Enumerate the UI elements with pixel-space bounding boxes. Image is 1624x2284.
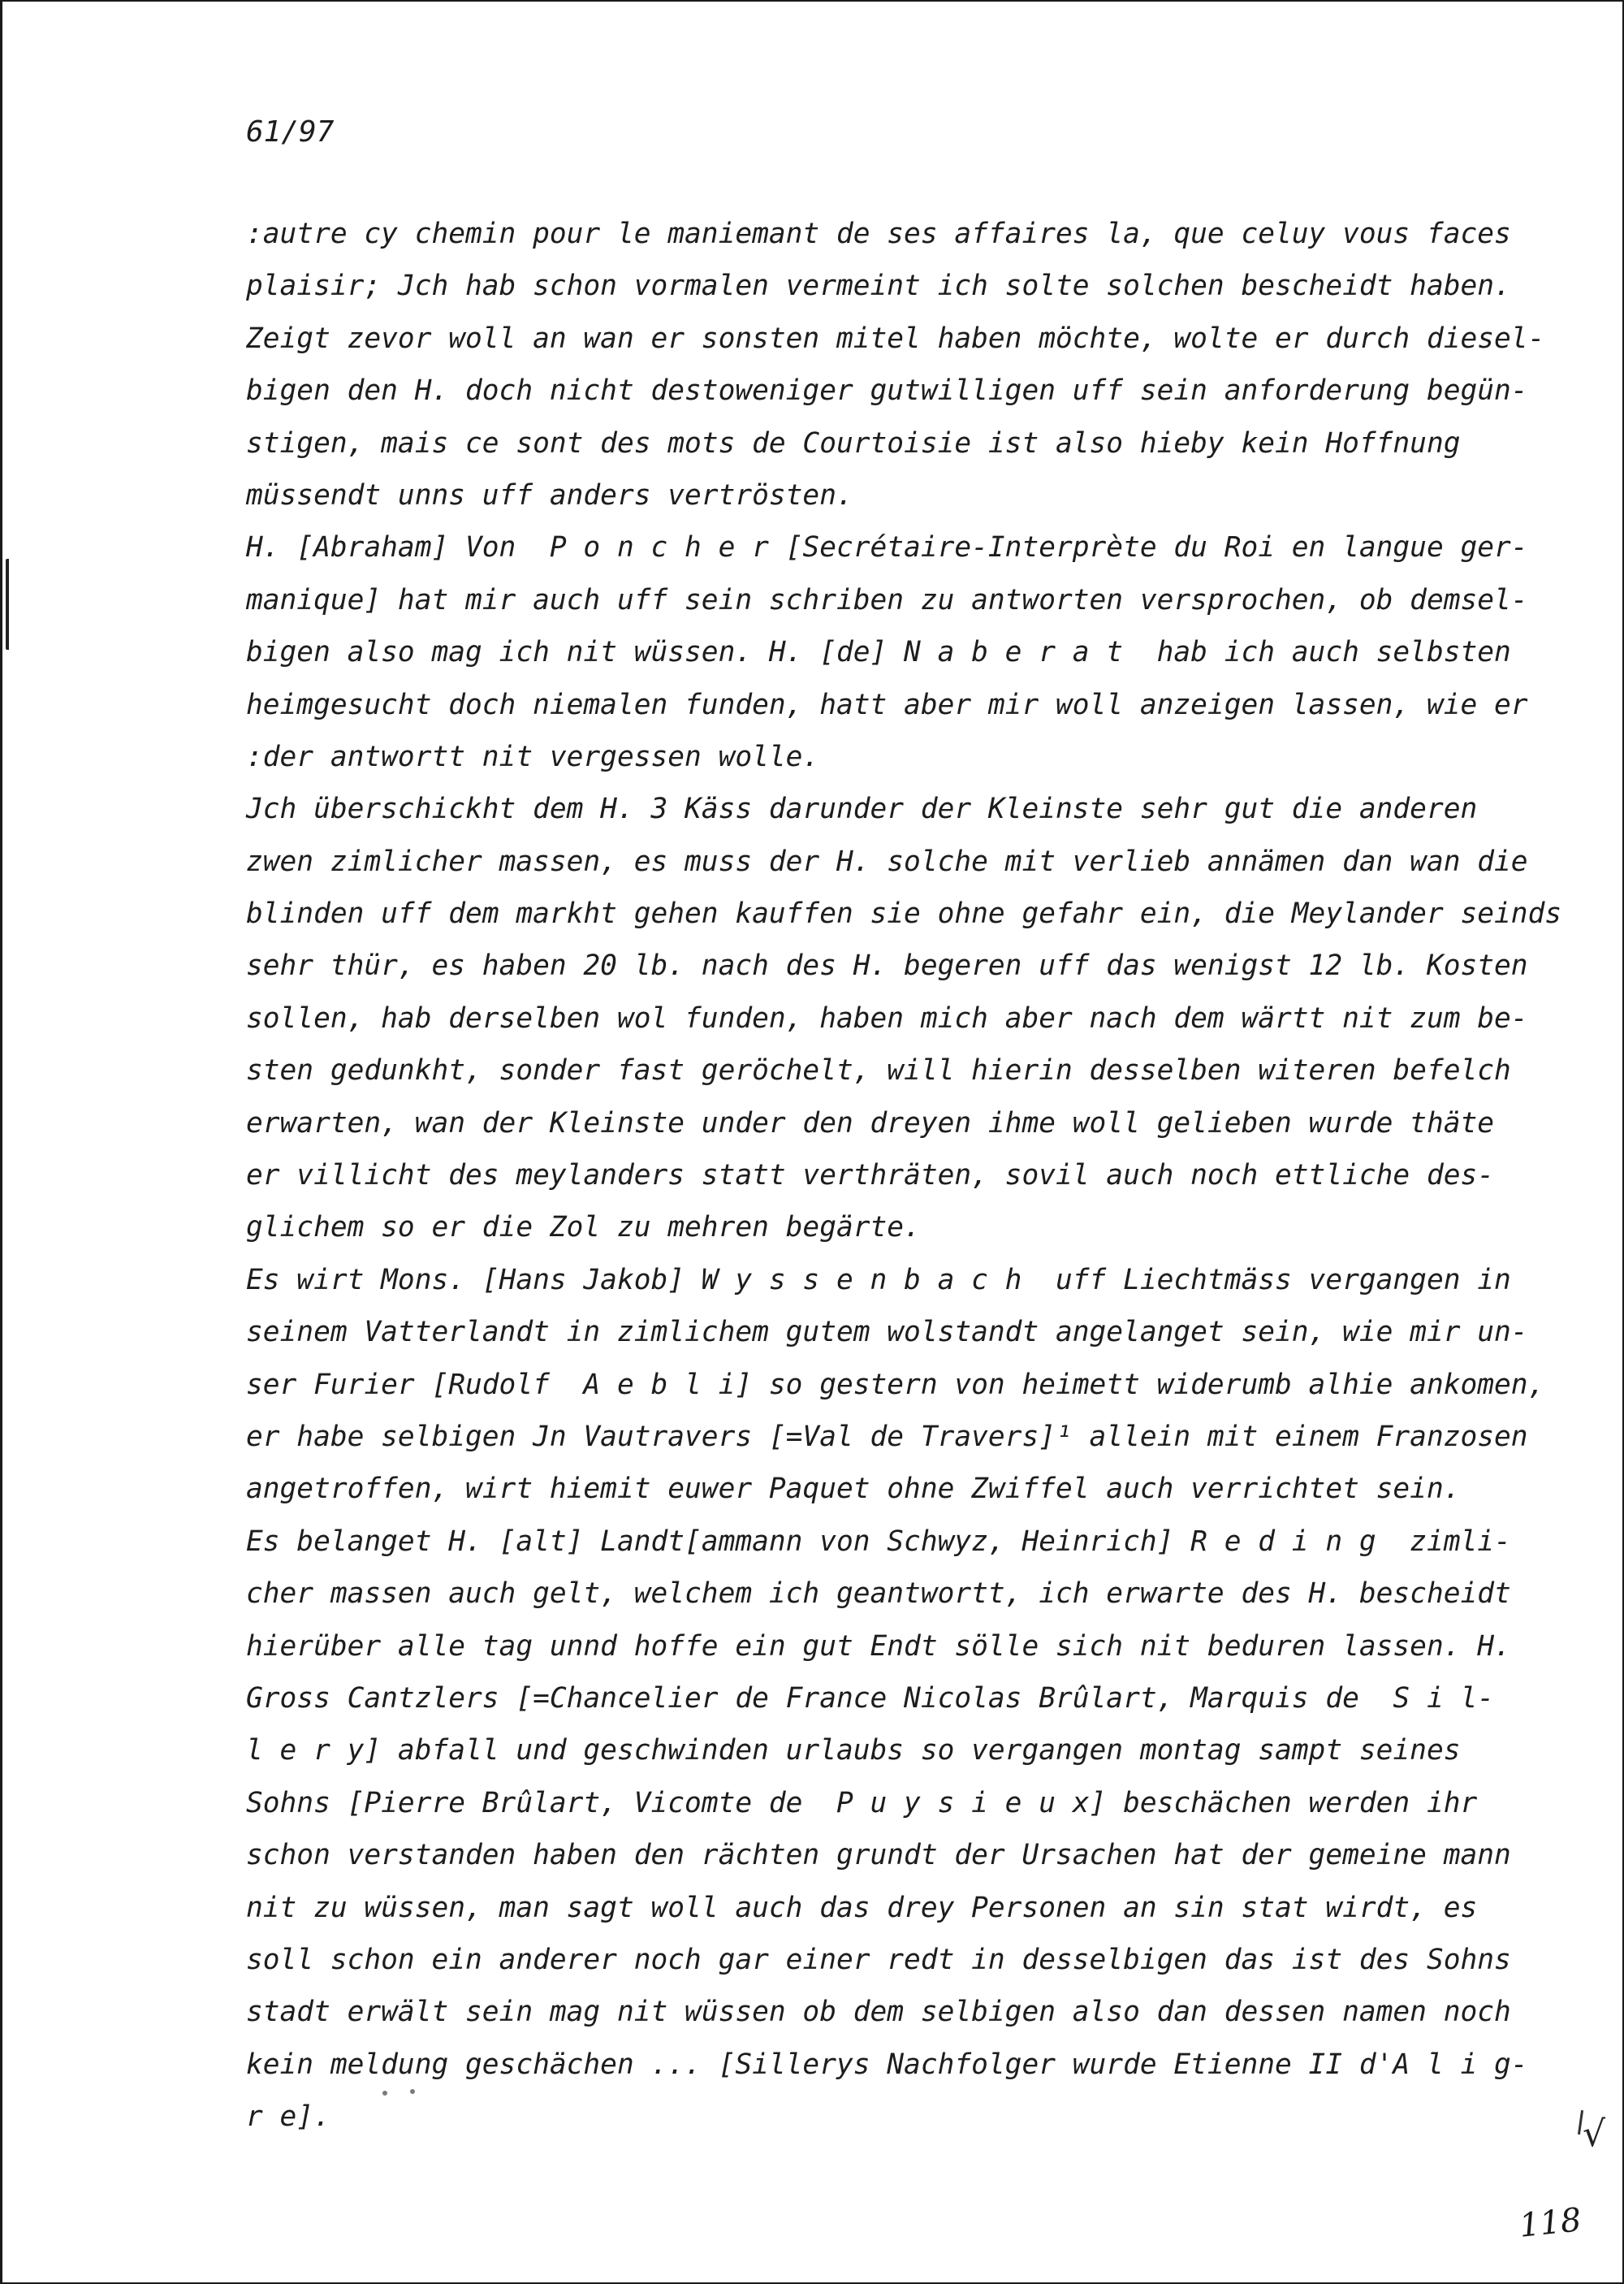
text-line: erwarten, wan der Kleinste under den dreyen ihme woll gelieben wurde thäte [246,1106,1495,1140]
stray-mark [382,2091,387,2096]
text-line: nit zu wüssen, man sagt woll auch das drey Personen an sin stat wirdt, es [246,1891,1478,1924]
text-line: plaisir; Jch hab schon vormalen vermeint ich solte solchen bescheidt haben. [246,270,1511,303]
text-line: sten gedunkht, sonder fast geröchelt, will hierin desselben witeren befelch [246,1054,1511,1088]
text-line: Jch überschickht dem H. 3 Käss darunder der Kleinste sehr gut die anderen [246,793,1478,826]
stray-mark [410,2089,415,2094]
text-line: angetroffen, wirt hiemit euwer Paquet ohne Zwiffel auch verrichtet sein. [246,1473,1461,1506]
text-line: sehr thür, es haben 20 lb. nach des H. begeren uff das wenigst 12 lb. Kosten [246,950,1528,983]
text-line: :der antwortt nit vergessen wolle. [246,740,820,773]
text-line: er villicht des meylanders statt verthräten, sovil auch noch ettliche des- [246,1159,1495,1192]
text-line: :autre cy chemin pour le maniemant de ses affaires la, que celuy vous faces [246,218,1511,250]
text-line: l e r y] abfall und geschwinden urlaubs so vergangen montag sampt seines [246,1734,1461,1767]
folio-number: 118 [1517,2201,1583,2245]
text-line: Es belanget H. [alt] Landt[ammann von Schwyz, Heinrich] R e d i n g zimli- [246,1525,1511,1558]
left-margin-bracket [6,559,17,650]
text-line: stadt erwält sein mag nit wüssen ob dem selbigen also dan dessen namen noch [246,1996,1511,2029]
text-line: manique] hat mir auch uff sein schriben zu antworten versprochen, ob demsel- [246,583,1528,616]
text-line: er habe selbigen Jn Vautravers [=Val de Travers]¹ allein mit einem Franzosen [246,1420,1528,1453]
text-line: heimgesucht doch niemalen funden, hatt aber mir woll anzeigen lassen, wie er [246,688,1528,721]
text-line: glichem so er die Zol zu mehren begärte. [246,1211,921,1244]
text-line: bigen den H. doch nicht destoweniger gutwilligen uff sein anforderung begün- [246,374,1528,408]
text-line: seinem Vatterlandt in zimlichem gutem wolstandt angelanget sein, wie mir un- [246,1316,1528,1349]
text-line: müssendt unns uff anders vertrösten. [246,478,853,512]
text-line: zwen zimlicher massen, es muss der H. solche mit verlieb annämen dan wan die [246,845,1528,878]
text-line: Sohns [Pierre Brûlart, Vicomte de P u y s i e u x] beschächen werden ihr [246,1786,1478,1819]
page-number: 61/97 [246,115,335,149]
text-line: r e]. [246,2100,330,2134]
text-line: hierüber alle tag unnd hoffe ein gut Endt sölle sich nit beduren lassen. H. [246,1629,1511,1663]
text-line: sollen, hab derselben wol funden, haben mich aber nach dem wärtt nit zum be- [246,1001,1528,1035]
text-line: kein meldung geschächen ... [Sillerys Nachfolger wurde Etienne II d'A l i g- [246,2048,1528,2081]
text-line: Gross Cantzlers [=Chancelier de France Nicolas Brûlart, Marquis de S i l- [246,1681,1495,1715]
text-line: soll schon ein anderer noch gar einer redt in desselbigen das ist des Sohns [246,1943,1511,1976]
text-line: H. [Abraham] Von P o n c h e r [Secrétaire-Interprète du Roi en langue ger- [246,531,1528,565]
text-line: Zeigt zevor woll an wan er sonsten mitel haben möchte, wolte er durch diesel- [246,322,1545,355]
text-line: cher massen auch gelt, welchem ich geantwortt, ich erwarte des H. bescheidt [246,1577,1511,1611]
text-line: stigen, mais ce sont des mots de Courtoisie ist also hieby kein Hoffnung [246,426,1461,460]
text-line: ser Furier [Rudolf A e b l i] so gestern von heimett widerumb alhie ankomen, [246,1368,1545,1401]
text-line: schon verstanden haben den rächten grundt der Ursachen hat der gemeine mann [246,1839,1511,1872]
text-line: bigen also mag ich nit wüssen. H. [de] N a b e r a t hab ich auch selbsten [246,636,1511,669]
check-mark-icon: √ [1583,2113,1606,2155]
body-text [246,208,1561,2143]
text-line: Es wirt Mons. [Hans Jakob] W y s s e n b a c h uff Liechtmäss vergangen in [246,1263,1511,1296]
text-line: blinden uff dem markht gehen kauffen sie ohne gefahr ein, die Meylander seinds [246,898,1562,931]
